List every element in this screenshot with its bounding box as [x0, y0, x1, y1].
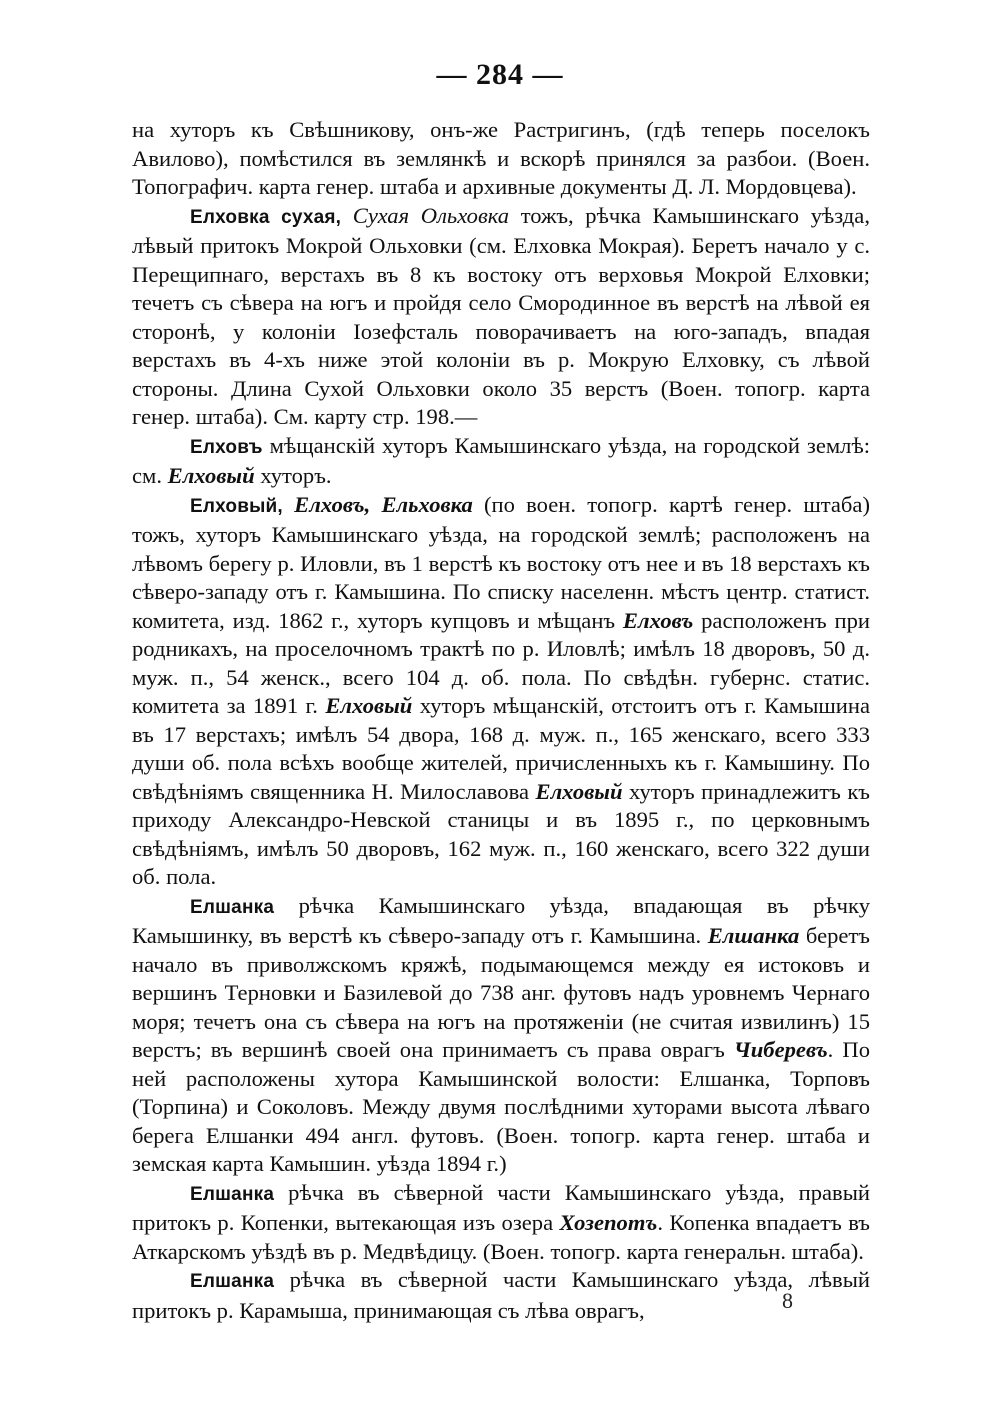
alt-name: Сухая Ольховка [352, 202, 510, 228]
entry-text: хуторъ мѣщанскій, отстоитъ отъ г. Камышина въ 17 верстахъ; имѣлъ 54 двора, 168 д. муж. п., 165 женскаго, всего 333 души об. пола всѣхъ вообще жителей, причисленныхъ къ г. Камышину. По свѣдѣніямъ священника Н. Милославова [132, 693, 871, 804]
headword: Елшанка [190, 1183, 275, 1205]
entry-elkhov [132, 432, 870, 491]
entry-text: рѣчка въ сѣверной части Камышинскаго уѣзда, правый притокъ р. Копенки, вытекающая изъ озера [132, 1179, 870, 1235]
cross-reference: Елховый [167, 463, 255, 488]
entry-elshanka-3 [132, 1266, 870, 1325]
emphasis: Елховый [535, 778, 623, 804]
entry-elshanka-1 [132, 892, 870, 1179]
continuation-paragraph [132, 116, 870, 202]
entry-text: мѣщанскій хуторъ Камышинскаго уѣзда, на городской землѣ: см. [132, 432, 870, 488]
entry-text: расположенъ при родникахъ, на проселочномъ трактѣ по р. Иловлѣ; имѣлъ 18 дворовъ, 50 д. муж. п., 54 женск., всего 104 д. об. пола. По свѣдѣн. губернс. статис. комитета за 1891 г. [132, 607, 870, 718]
emphasis: Елховъ [622, 607, 694, 633]
entry-text: рѣчка въ сѣверной части Камышинскаго уѣзда, лѣвый притокъ р. Карамыша, принимающая съ лѣва оврагъ, [132, 1267, 870, 1323]
headword: Елшанка [190, 896, 275, 918]
alt-name: Елховъ, Ельховка [294, 491, 473, 517]
entry-text: тожъ, рѣчка Камышинскаго уѣзда, лѣвый притокъ Мокрой Ольховки (см. Елховка Мокрая). Беретъ начало у с. Перещипнаго, верстахъ въ 8 къ востоку отъ верховья Мокрой Елховки; течетъ съ сѣвера на югъ и пройдя село Смородинное въ верстѣ на лѣвой ея сторонѣ, у колоніи Іозефсталь поворачиваетъ на юго-западъ, впадая верстахъ въ 4-хъ ниже этой колоніи въ р. Мокрую Елховку, съ лѣвой стороны. Длина Сухой Ольховки около 35 верстъ (Воен. топогр. карта генер. штаба). См. карту стр. 198.— [132, 202, 870, 429]
entry-elkhovka-sukhaya [132, 202, 870, 432]
emphasis: Хозепотъ [559, 1210, 658, 1235]
body-text [132, 116, 870, 1325]
entry-text: . По ней расположены хутора Камышинской волости: Елшанка, Торповъ (Торпина) и Соколовъ. Между двумя послѣдними хуторами высота лѣваго берега Елшанки 494 англ. футовъ. (Воен. топогр. карта генер. штаба и земская карта Камышин. уѣзда 1894 г.) [132, 1037, 870, 1176]
entry-text: беретъ начало въ приволжскомъ кряжѣ, подымающемся между ея истоковъ и вершинъ Терновки и Базилевой до 738 анг. футовъ надъ уровнемъ Чернаго моря; течетъ она съ сѣвера на югъ на протяженіи (не считая извилинъ) 15 верстъ; въ вершинѣ своей она принимаетъ съ права оврагъ [132, 923, 870, 1062]
emphasis: Елховый [325, 693, 413, 718]
entry-elshanka-2 [132, 1179, 870, 1267]
entry-text: хуторъ принадлежитъ къ приходу Александро-Невской станицы и въ 1895 г., по церковнымъ свѣдѣніямъ, имѣлъ 50 дворовъ, 162 муж. п., 160 женскаго, всего 322 души об. пола. [132, 778, 870, 889]
headword: Елшанка [190, 1271, 275, 1292]
entry-elkhovyi [132, 491, 870, 892]
emphasis: Чиберевъ [733, 1037, 828, 1062]
entry-text: . Копенка впадаетъ въ Аткарскомъ уѣздѣ въ р. Медвѣдицу. (Воен. топогр. карта генеральн. штаба). [132, 1210, 870, 1264]
page-number: — 284 — [436, 58, 564, 91]
continuation-text: на хуторъ къ Свѣшникову, онъ-же Растригинъ, (гдѣ теперь поселокъ Авилово), помѣстился въ землянкѣ и вскорѣ принялся за разбои. (Воен. Топографич. карта генер. штаба и архивные документы Д. Л. Мордовцева). [132, 117, 870, 199]
entry-text: рѣчка Камышинскаго уѣзда, впадающая въ рѣчку Камышинку, въ верстѣ къ сѣверо-западу отъ г. Камышина. [132, 892, 870, 948]
headword: Елховка сухая, [190, 206, 342, 228]
entry-text: (по воен. топогр. картѣ генер. штаба) тожъ, хуторъ Камышинскаго уѣзда, на городской землѣ; расположенъ на лѣвомъ берегу р. Иловли, въ 1 верстѣ къ востоку отъ нее и въ 18 верстахъ къ сѣверо-западу отъ г. Камышина. По списку населенн. мѣстъ центр. статист. комитета, изд. 1862 г., хуторъ купцовъ и мѣщанъ [132, 491, 870, 633]
entry-tail: хуторъ. [254, 463, 332, 488]
margin-mark: 8 [782, 1288, 793, 1313]
headword: Елховъ [190, 436, 263, 458]
emphasis: Елшанка [707, 923, 800, 948]
headword: Елховый, [190, 495, 283, 517]
